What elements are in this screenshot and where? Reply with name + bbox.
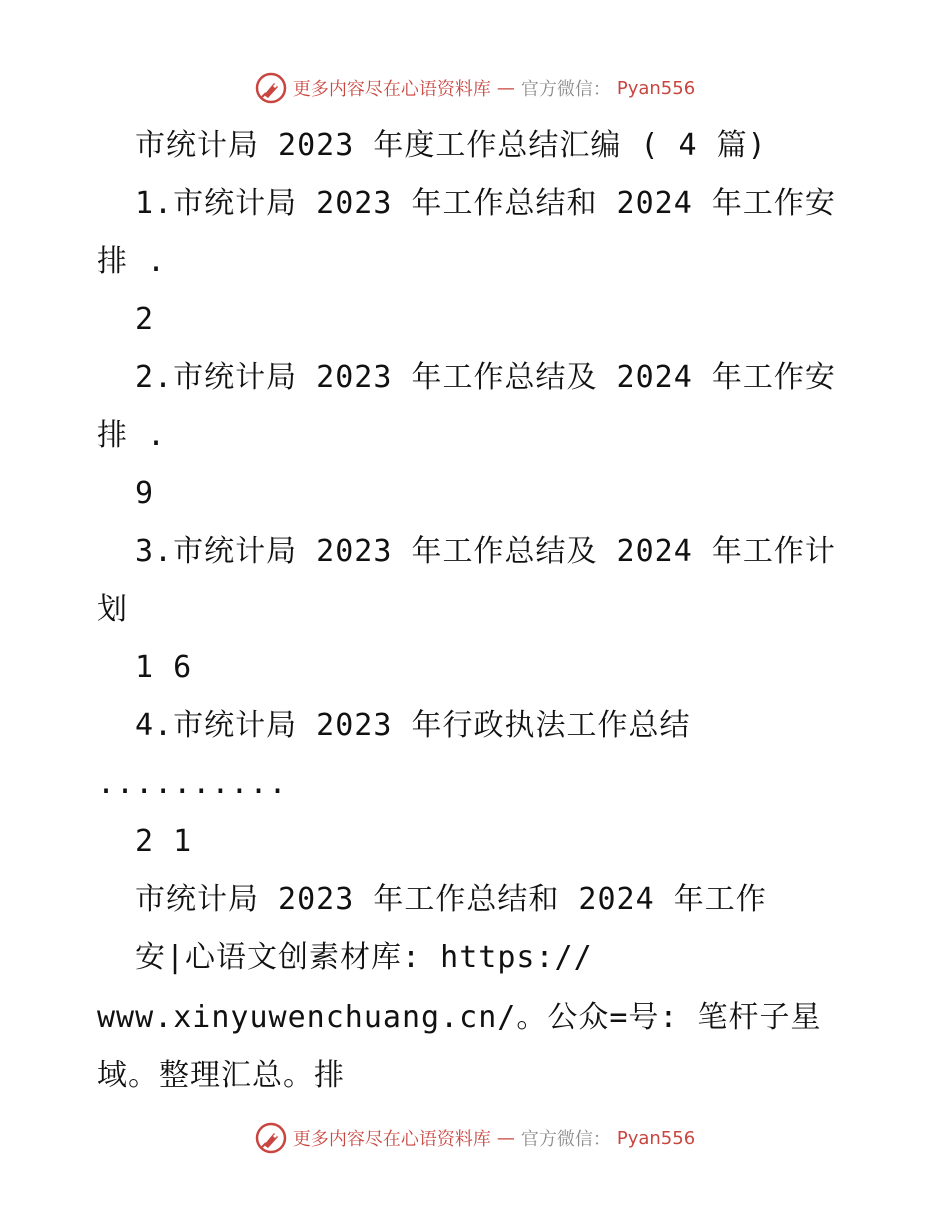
watermark-separator: — <box>496 1127 515 1149</box>
footer-watermark <box>0 1122 950 1154</box>
toc-item-1: 1.市统计局 2023 年工作总结和 2024 年工作安 <box>135 186 836 221</box>
toc-item-2-continued: 排 . <box>97 418 167 453</box>
toc-item-3-page: 1 6 <box>135 650 193 685</box>
watermark-id: Pyan556 <box>616 77 696 99</box>
header-watermark <box>0 72 950 104</box>
source-note: www.xinyuwenchuang.cn/。公众=号: 笔杆子星 <box>97 1000 822 1035</box>
source-note-continued: 域。整理汇总。排 <box>97 1058 345 1093</box>
watermark-official-label: 官方微信： <box>520 1129 611 1150</box>
watermark-text: 更多内容尽在心语资料库 <box>292 79 491 100</box>
toc-item-3-continued: 划 <box>97 592 128 627</box>
toc-item-4: 4.市统计局 2023 年行政执法工作总结 <box>135 708 691 743</box>
section-heading-continued: 安|心语文创素材库: https:// <box>135 940 593 975</box>
toc-item-2: 2.市统计局 2023 年工作总结及 2024 年工作安 <box>135 360 836 395</box>
toc-item-2-page: 9 <box>135 476 155 511</box>
toc-item-4-page: 2 1 <box>135 824 193 859</box>
watermark-official-label: 官方微信： <box>520 79 611 100</box>
document-title: 市统计局 2023 年度工作总结汇编 ( 4 篇) <box>135 128 767 163</box>
section-heading: 市统计局 2023 年工作总结和 2024 年工作 <box>135 882 767 917</box>
toc-item-3: 3.市统计局 2023 年工作总结及 2024 年工作计 <box>135 534 836 569</box>
watermark-separator: — <box>496 77 515 99</box>
watermark-id: Pyan556 <box>616 1127 696 1149</box>
toc-item-1-continued: 排 . <box>97 244 167 279</box>
pen-nib-logo-icon <box>255 1122 287 1154</box>
toc-item-4-leader: .......... <box>97 766 288 801</box>
watermark-text: 更多内容尽在心语资料库 <box>292 1129 491 1150</box>
toc-item-1-page: 2 <box>135 302 155 337</box>
pen-nib-logo-icon <box>255 72 287 104</box>
